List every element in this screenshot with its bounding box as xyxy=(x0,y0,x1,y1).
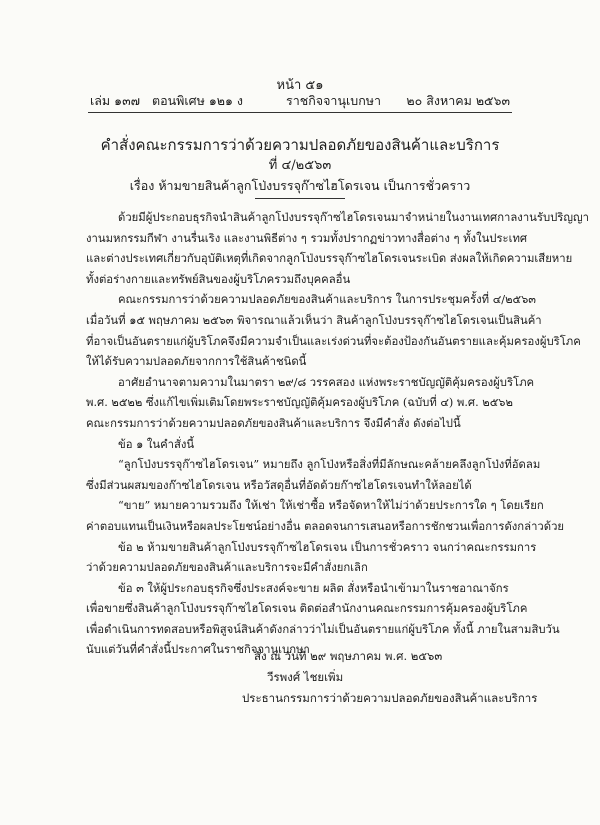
order-title: คำสั่งคณะกรรมการว่าด้วยความปลอดภัยของสินค้าและบริการ xyxy=(100,136,500,154)
body-line: คณะกรรมการว่าด้วยความปลอดภัยของสินค้าและบริการ ในการประชุมครั้งที่ ๔/๒๕๖๓ xyxy=(118,293,536,307)
clause-heading: ข้อ ๓ ให้ผู้ประกอบธุรกิจซึ่งประสงค์จะขาย ผลิต สั่งหรือนำเข้ามาในราชอาณาจักร xyxy=(118,581,509,595)
body-line: นับแต่วันที่คำสั่งนี้ประกาศในราชกิจจานุเบกษา xyxy=(86,643,310,657)
clause-heading: ข้อ ๑ ในคำสั่งนี้ xyxy=(118,437,195,451)
gazette-header-line xyxy=(90,91,510,107)
body-line: งานมหกรรมกีฬา งานรื่นเริง และงานพิธีต่าง ๆ รวมทั้งปรากฏข่าวทางสื่อต่าง ๆ ทั้งในประเทศ xyxy=(86,231,528,245)
body-line: ค่าตอบแทนเป็นเงินหรือผลประโยชน์อย่างอื่น ตลอดจนการเสนอหรือการชักชวนเพื่อการดังกล่าวด้วย xyxy=(86,519,565,533)
body-line: เพื่อดำเนินการทดสอบหรือพิสูจน์สินค้าดังกล่าวว่าไม่เป็นอันตรายแก่ผู้บริโภค ทั้งนี้ ภายในสามสิบวัน xyxy=(86,622,560,636)
page-number: หน้า ๕๑ xyxy=(276,78,324,93)
order-subject: เรื่อง ห้ามขายสินค้าลูกโป่งบรรจุก๊าซไฮโดรเจน เป็นการชั่วคราว xyxy=(129,178,471,193)
order-number: ที่ ๔/๒๕๖๓ xyxy=(268,158,332,173)
body-line: เมื่อวันที่ ๑๕ พฤษภาคม ๒๕๖๓ พิจารณาแล้วเห็นว่า สินค้าลูกโป่งบรรจุก๊าซไฮโดรเจนเป็นสินค้า xyxy=(86,313,542,327)
body-line: พ.ศ. ๒๕๒๒ ซึ่งแก้ไขเพิ่มเติมโดยพระราชบัญญัติคุ้มครองผู้บริโภค (ฉบับที่ ๔) พ.ศ. ๒๕๖๒ xyxy=(86,396,513,410)
subject-divider xyxy=(255,198,345,199)
gazette-name: ราชกิจจานุเบกษา xyxy=(286,93,382,108)
body-line: ซึ่งมีส่วนผสมของก๊าซไฮโดรเจน หรือวัสดุอื่นที่อัดด้วยก๊าซไฮโดรเจนทำให้ลอยได้ xyxy=(86,478,472,492)
body-line: “ขาย” หมายความรวมถึง ให้เช่า ให้เช่าซื้อ หรือจัดหาให้ไม่ว่าด้วยประการใด ๆ โดยเรียก xyxy=(118,499,544,513)
clause-heading: ข้อ ๒ ห้ามขายสินค้าลูกโป่งบรรจุก๊าซไฮโดรเจน เป็นการชั่วคราว จนกว่าคณะกรรมการ xyxy=(118,540,537,554)
body-line: เพื่อขายซึ่งสินค้าลูกโป่งบรรจุก๊าซไฮโดรเจน ติดต่อสำนักงานคณะกรรมการคุ้มครองผู้บริโภค xyxy=(86,602,528,616)
body-line: ด้วยมีผู้ประกอบธุรกิจนำสินค้าลูกโป่งบรรจุก๊าซไฮโดรเจนมาจำหน่ายในงานเทศกาลงานรับปริญญา xyxy=(118,211,589,224)
body-line: “ลูกโป่งบรรจุก๊าซไฮโดรเจน” หมายถึง ลูกโป่งหรือสิ่งที่มีลักษณะคล้ายคลึงลูกโป่งที่อัดลม xyxy=(118,458,541,472)
signer-name: วีรพงศ์ ไชยเพิ่ม xyxy=(267,670,344,684)
signer-position: ประธานกรรมการว่าด้วยความปลอดภัยของสินค้าและบริการ xyxy=(242,691,538,705)
body-line: ที่อาจเป็นอันตรายแก่ผู้บริโภคจึงมีความจำเป็นและเร่งด่วนที่จะต้องป้องกันอันตรายและคุ้มครองผู้บริโภค xyxy=(86,334,581,348)
body-line: ให้ได้รับความปลอดภัยจากการใช้สินค้าชนิดนี้ xyxy=(86,355,307,369)
body-line: คณะกรรมการว่าด้วยความปลอดภัยของสินค้าและบริการ จึงมีคำสั่ง ดังต่อไปนี้ xyxy=(86,416,461,430)
signature-date: สั่ง ณ วันที่ ๒๙ พฤษภาคม พ.ศ. ๒๕๖๓ xyxy=(254,649,443,663)
body-line: อาศัยอำนาจตามความในมาตรา ๒๙/๘ วรรคสอง แห่งพระราชบัญญัติคุ้มครองผู้บริโภค xyxy=(118,375,535,389)
order-body xyxy=(86,208,589,661)
body-line: ทั้งต่อร่างกายและทรัพย์สินของผู้บริโภครวมถึงบุคคลอื่น xyxy=(86,272,351,286)
gazette-date: ๒๐ สิงหาคม ๒๕๖๓ xyxy=(406,93,510,108)
body-line: และต่างประเทศเกี่ยวกับอุบัติเหตุที่เกิดจากลูกโป่งบรรจุก๊าซไฮโดรเจนระเบิด ส่งผลให้เกิดความเสียหาย xyxy=(86,252,573,266)
volume-label: เล่ม ๑๓๗ xyxy=(90,93,141,108)
header-divider xyxy=(88,112,512,113)
edition-label: ตอนพิเศษ ๑๒๑ ง xyxy=(152,93,244,108)
body-line: ว่าด้วยความปลอดภัยของสินค้าและบริการจะมีคำสั่งยกเลิก xyxy=(86,561,368,575)
